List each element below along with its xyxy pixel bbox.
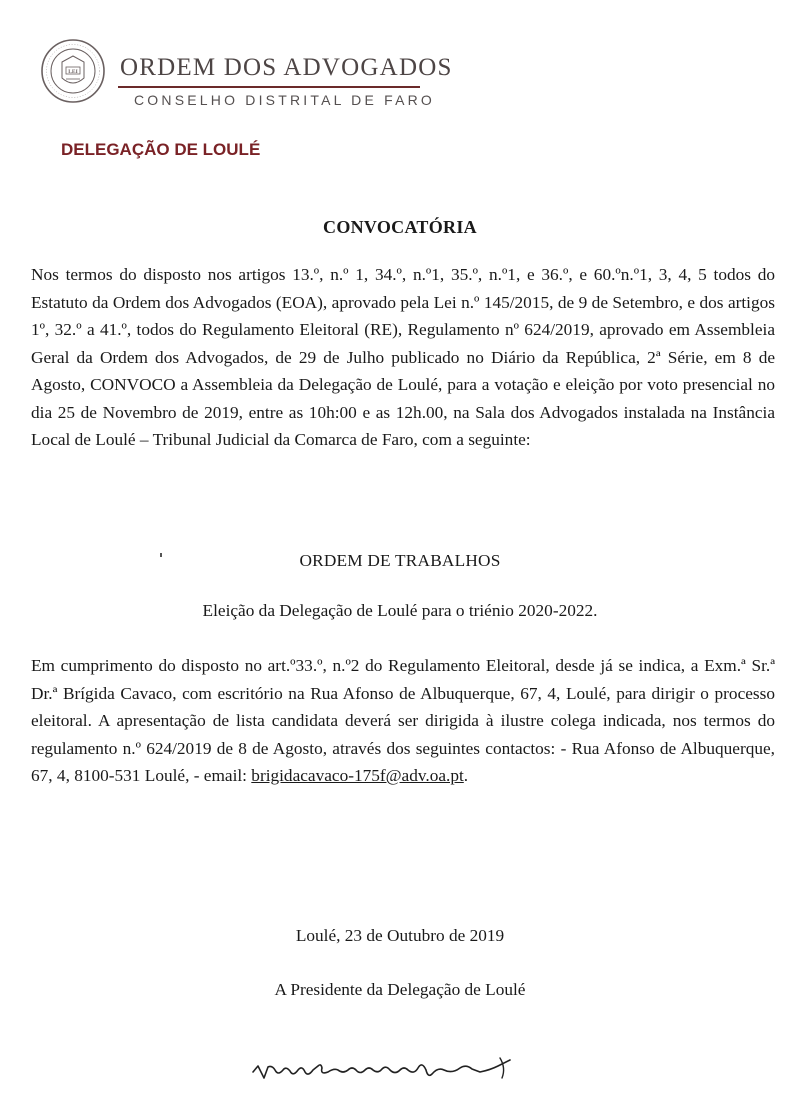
agenda-item: Eleição da Delegação de Loulé para o triénio 2020-2022.	[202, 601, 598, 620]
handwritten-signature	[248, 1048, 528, 1088]
letterhead-divider	[118, 86, 420, 88]
bar-association-seal	[40, 38, 106, 104]
svg-text:LEI: LEI	[68, 69, 78, 75]
place-and-date: Loulé, 23 de Outubro de 2019	[295, 926, 505, 945]
convocation-paragraph: Nos termos do disposto nos artigos 13.º, n.º 1, 34.º, n.º1, 35.º, n.º1, e 36.º, e 60.ºn.º1, 3, 4, 5 todos do Estatuto da Ordem dos Advogados (EOA), aprovado pela Lei n.º 145/2015, de 9 de Setembro, e dos artigos 1º, 32.º a 41.º, todos do Regulamento Eleitoral (RE), Regulamento nº 624/2019, aprovado em Assembleia Geral da Ordem dos Advogados, de 29 de Julho publicado no Diário da República, 2ª Série, em 8 de Agosto, CONVOCO a Assembleia da Delegação de Loulé, para a votação e eleição por voto presencial no dia 25 de Novembro de 2019, entre as 10h:00 e as 12h.00, na Sala dos Advogados instalada na Instância Local de Loulé – Tribunal Judicial da Comarca de Faro, com a seguinte:	[31, 265, 775, 449]
paragraph-text: Em cumprimento do disposto no art.º33.º, n.º2 do Regulamento Eleitoral, desde já se indica, a Exm.ª Sr.ª Dr.ª Brígida Cavaco, com escritório na Rua Afonso de Albuquerque, 67, 4, Loulé, para dirigir o processo eleitoral. A apresentação de lista candidata deverá ser dirigida à ilustre colega indicada, nos termos do regulamento n.º 624/2019 de 8 de Agosto, através dos seguintes contactos: - Rua Afonso de Albuquerque, 67, 4, 8100-531 Loulé, - email:	[31, 656, 775, 785]
contact-email-link[interactable]: brigidacavaco-175f@adv.oa.pt	[251, 766, 464, 785]
paragraph-end: .	[463, 766, 469, 785]
electoral-process-paragraph	[31, 652, 775, 790]
organization-name: ORDEM DOS ADVOGADOS	[120, 54, 453, 81]
agenda-heading: ORDEM DE TRABALHOS	[299, 551, 501, 570]
document-title: CONVOCATÓRIA	[323, 217, 477, 237]
signatory-title: A Presidente da Delegação de Loulé	[274, 980, 526, 999]
organization-subtitle: CONSELHO DISTRITAL DE FARO	[134, 92, 436, 108]
delegation-name: DELEGAÇÃO DE LOULÉ	[61, 140, 261, 159]
